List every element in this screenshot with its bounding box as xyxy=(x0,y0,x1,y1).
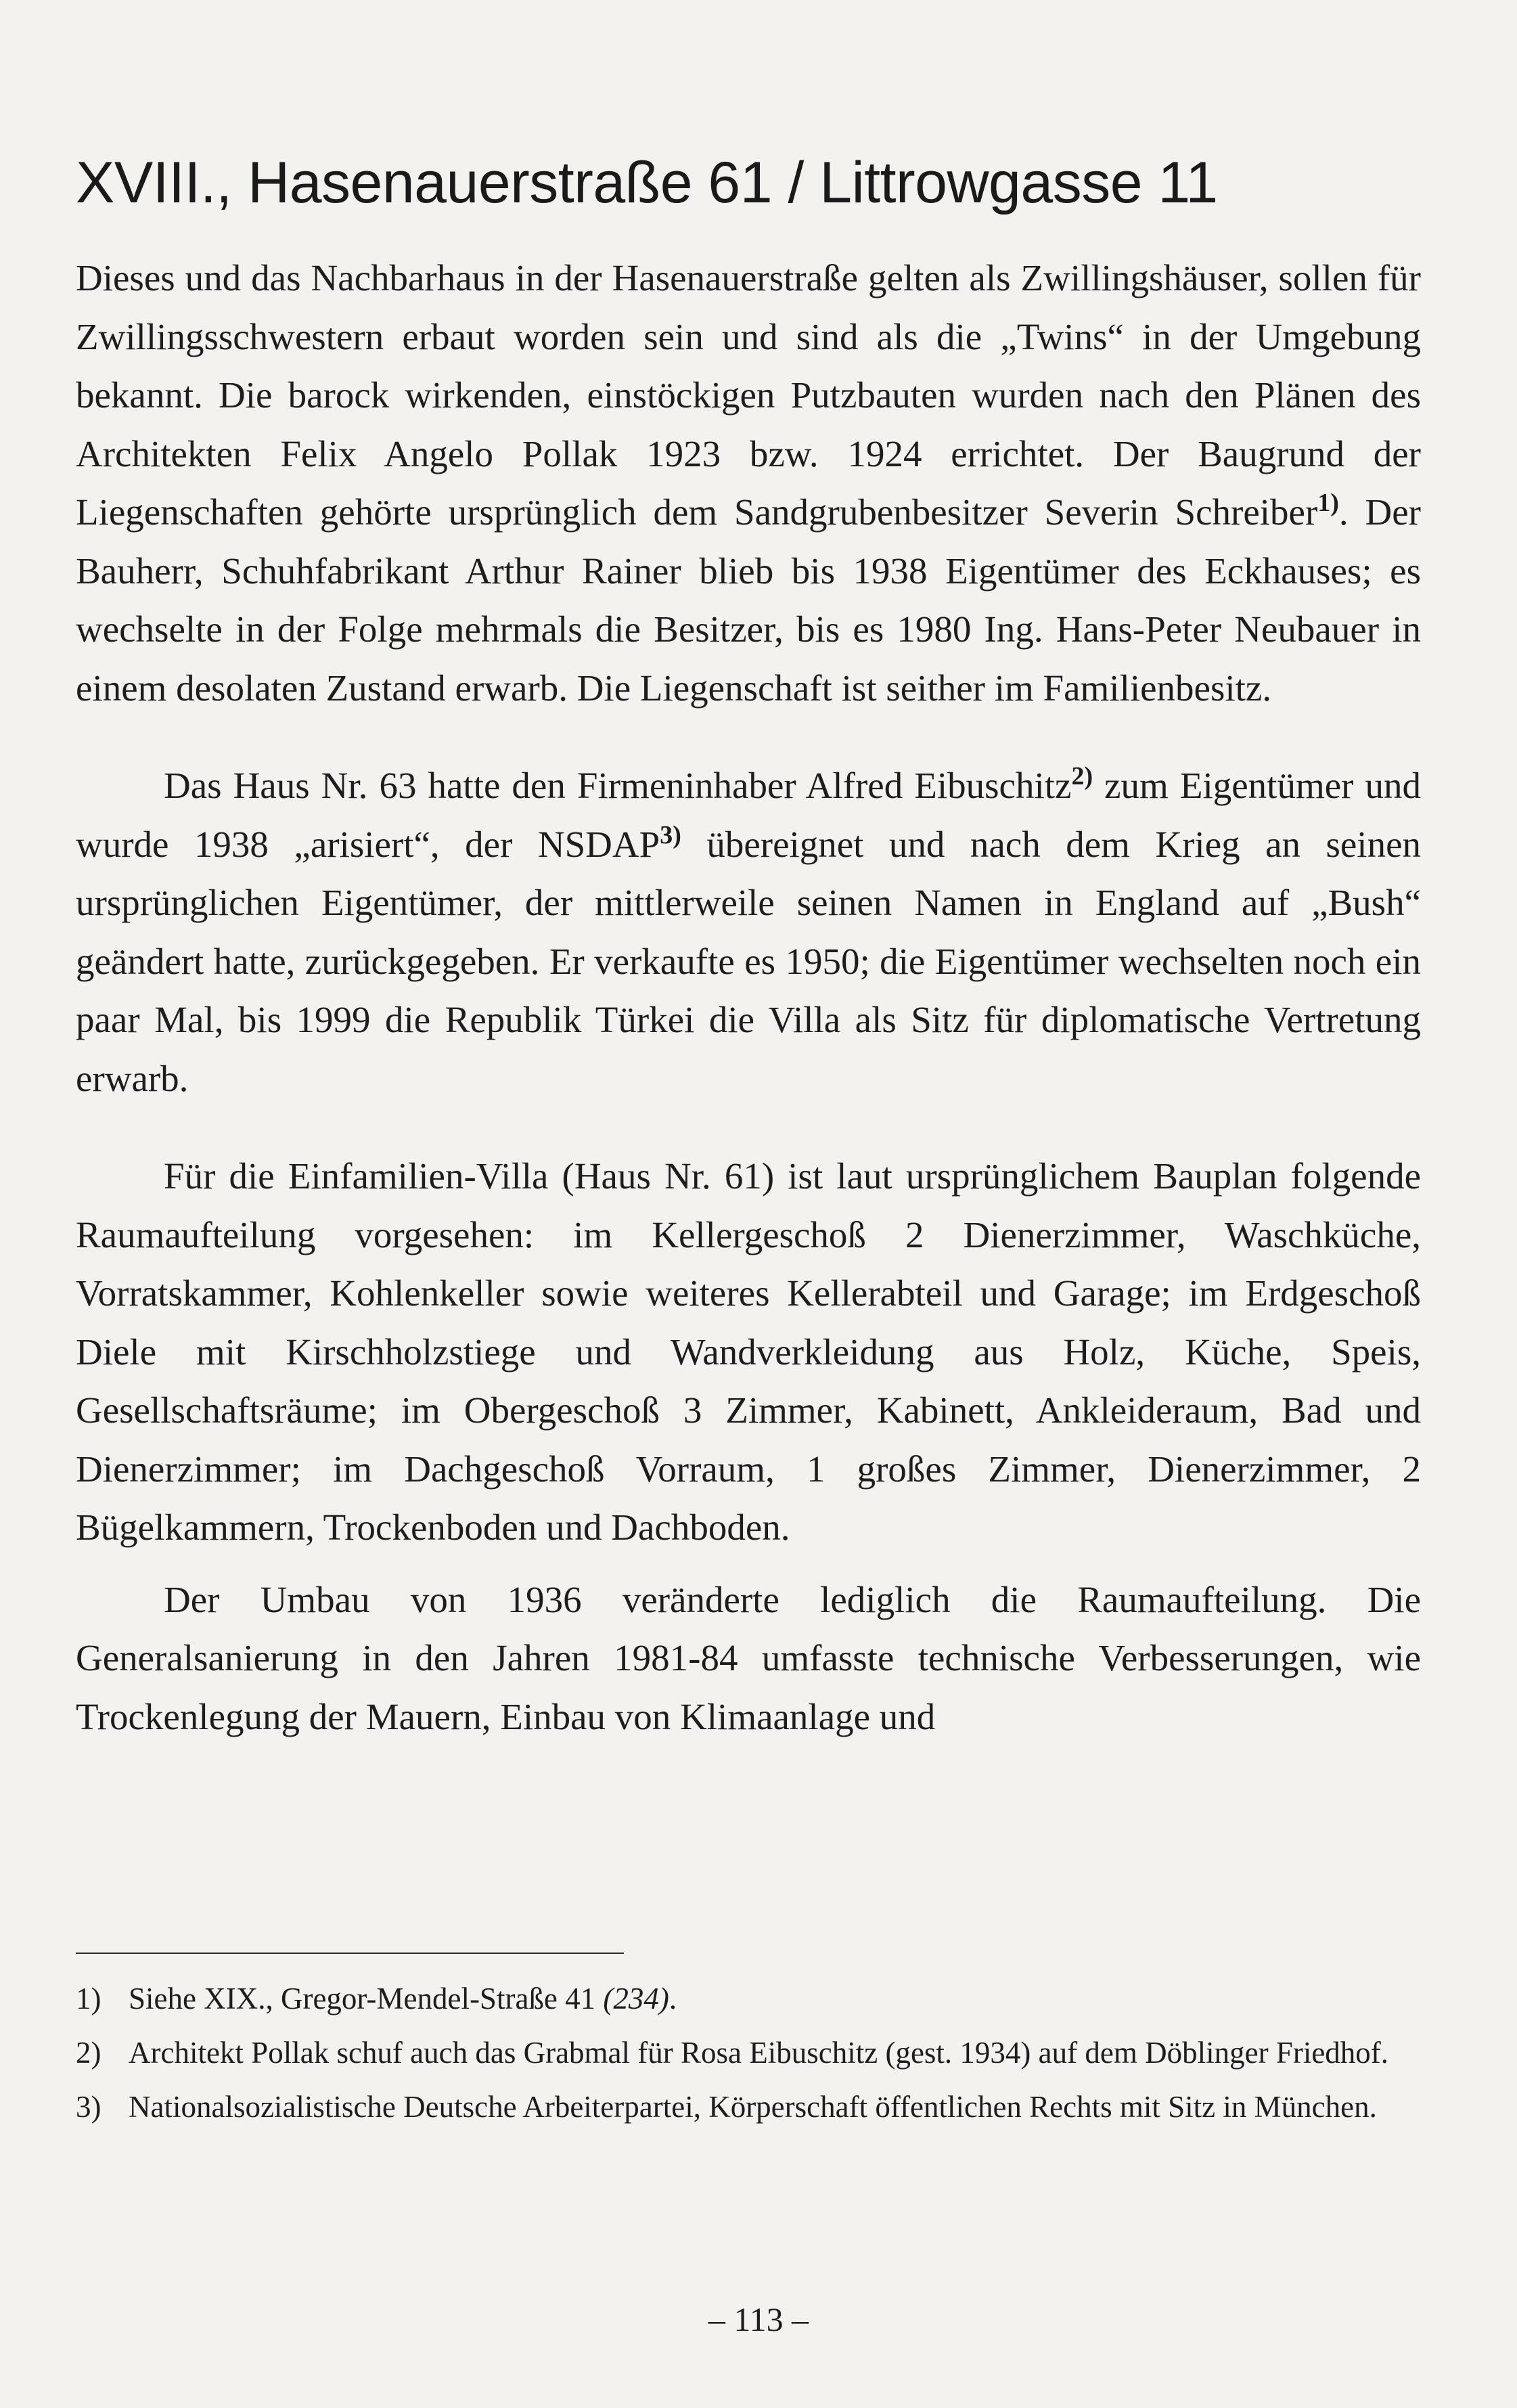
paragraph-2-text-c: übereignet und nach dem Krieg an seinen ursprünglichen Eigentümer, der mittlerweile seinen Namen in England auf „Bush“ geändert hatte, zurückgegeben. Er verkaufte es 1950; die Eigentümer wechselten noch ein paar Mal, bis 1999 die Republik Türkei die Villa als Sitz für diplomatische Vertretung erwarb. xyxy=(76,823,1421,1099)
page-title: XVIII., Hasenauerstraße 61 / Littrowgasse 11 xyxy=(76,150,1218,215)
footnote-divider xyxy=(76,1953,624,1954)
main-content xyxy=(76,149,1421,1746)
footnote-text: Nationalsozialistische Deutsche Arbeiterpartei, Körperschaft öffentlichen Rechts mit Sitz in München. xyxy=(129,2090,1377,2124)
paragraph-1-text-b: . Der Bauherr, Schuhfabrikant Arthur Rainer blieb bis 1938 Eigentümer des Eckhauses; es wechselte in der Folge mehrmals die Besitzer, bis es 1980 Ing. Hans-Peter Neubauer in einem desolaten Zustand erwarb. Die Liegenschaft ist seither im Familienbesitz. xyxy=(76,491,1421,709)
footnote-1-tail: . xyxy=(669,1982,677,2015)
footnote-2 xyxy=(76,2030,1421,2075)
paragraph-gap xyxy=(76,1557,1421,1571)
paragraph-4: Der Umbau von 1936 veränderte lediglich die Raumaufteilung. Die Generalsanierung in den Jahren 1981-84 umfasste technische Verbesserungen, wie Trockenlegung der Mauern, Einbau von Klimaanlage und xyxy=(76,1578,1421,1737)
footnote-ref-2: 2) xyxy=(1071,762,1093,790)
paragraph-2 xyxy=(76,757,1421,1108)
footnote-text xyxy=(129,1976,1421,2021)
footnote-ref-1: 1) xyxy=(1317,489,1339,517)
footnote-1-body: Siehe XIX., Gregor-Mendel-Straße 41 xyxy=(129,1982,604,2015)
paragraph-gap xyxy=(76,1108,1421,1147)
footnote-1-page-ref: (234) xyxy=(603,1982,669,2015)
paragraph-gap xyxy=(76,717,1421,757)
footnote-number: 2) xyxy=(76,2036,101,2070)
footnote-text: Architekt Pollak schuf auch das Grabmal für Rosa Eibuschitz (gest. 1934) auf dem Döblinger Friedhof. xyxy=(129,2036,1389,2070)
paragraph-2-text-a: Das Haus Nr. 63 hatte den Firmeninhaber Alfred Eibuschitz xyxy=(164,765,1072,806)
footnote-3 xyxy=(76,2084,1421,2129)
paragraph-2-text-b: zum Eigentümer und wurde 1938 „arisiert“, der NSDAP xyxy=(76,765,1421,865)
footnote-number: 3) xyxy=(76,2090,101,2124)
paragraph-3: Für die Einfamilien-Villa (Haus Nr. 61) ist laut ursprünglichem Bauplan folgende Raumaufteilung vorgesehen: im Kellergeschoß 2 Dienerzimmer, Waschküche, Vorratskammer, Kohlenkeller sowie weiteres Kellerabteil und Garage; im Erdgeschoß Diele mit Kirschholzstiege und Wandverkleidung aus Holz, Küche, Speis, Gesellschaftsräume; im Obergeschoß 3 Zimmer, Kabinett, Ankleideraum, Bad und Dienerzimmer; im Dachgeschoß Vorraum, 1 großes Zimmer, Dienerzimmer, 2 Bügelkammern, Trockenboden und Dachboden. xyxy=(76,1155,1421,1548)
paragraph-1-text-a: Dieses und das Nachbarhaus in der Hasenauerstraße gelten als Zwillingshäuser, sollen für Zwillingsschwestern erbaut worden sein und sind als die „Twins“ in der Umgebung bekannt. Die barock wirkenden, einstöckigen Putzbauten wurden nach den Plänen des Architekten Felix Angelo Pollak 1923 bzw. 1924 errichtet. Der Baugrund der Liegenschaften gehörte ursprünglich dem Sandgrubenbesitzer Severin Schreiber xyxy=(76,257,1421,533)
footnote-number: 1) xyxy=(76,1982,101,2015)
paragraph-1 xyxy=(76,249,1421,717)
footnotes-section xyxy=(76,1976,1421,2139)
footnote-ref-3: 3) xyxy=(660,820,681,849)
page-number: – 113 – xyxy=(708,2300,809,2338)
footnote-1 xyxy=(76,1976,1421,2021)
